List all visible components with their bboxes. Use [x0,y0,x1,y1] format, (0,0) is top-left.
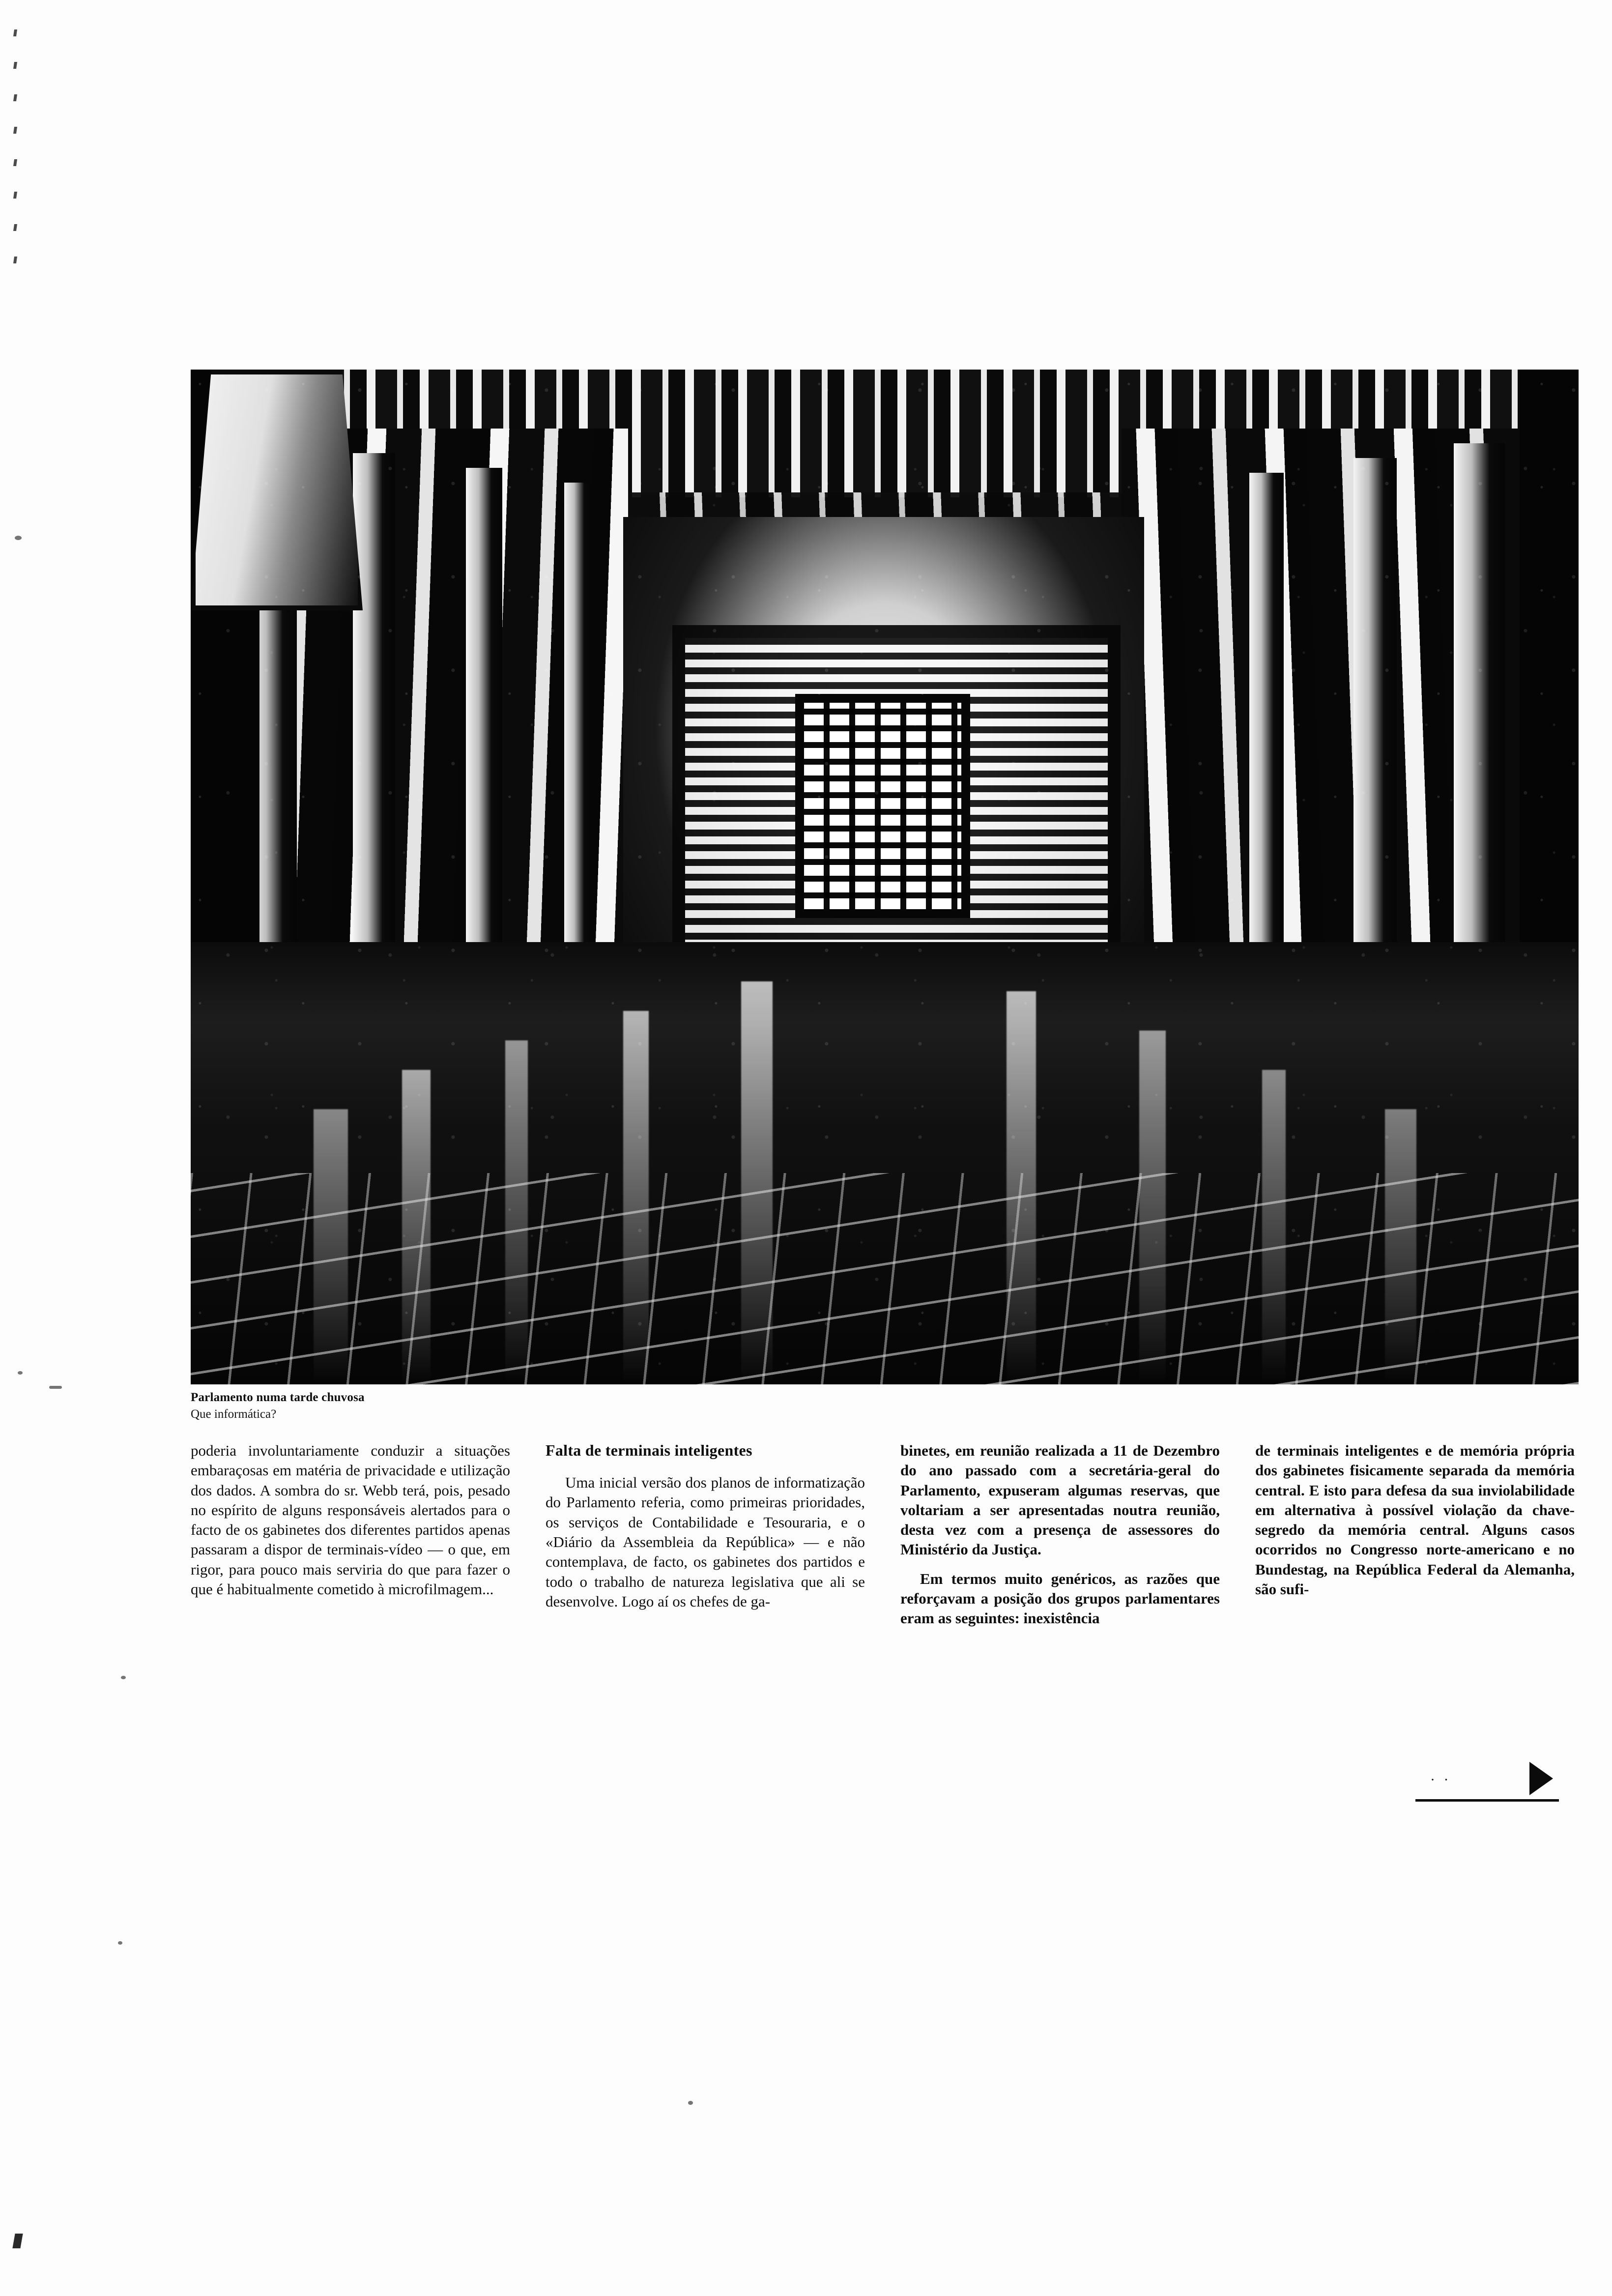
caption-line-1: Parlamento numa tarde chuvosa [191,1391,365,1404]
paragraph: Em termos muito genéricos, as razões que reforçavam a posição dos grupos parlamentares eram as seguintes: inexistência [900,1570,1220,1627]
article-column-3 [900,1441,1220,1629]
article-column-1 [191,1441,510,1629]
photo-caption [191,1390,633,1423]
continuation-rule [1415,1799,1559,1802]
article-column-4 [1255,1441,1575,1629]
scan-speck [15,536,22,540]
continuation-dots: · · [1430,1772,1451,1788]
article-photo [191,370,1579,1384]
photo-image [191,370,1579,1384]
scan-speck [18,1371,23,1375]
scan-edge-mark [12,2234,23,2248]
paragraph: poderia involuntariamente conduzir a situações embaraçosas em matéria de privacidade e utilização dos dados. A sombra do sr. Webb terá, pois, pesado no espírito de alguns responsáveis alertados para o facto de os gabinetes dos diferentes partidos apenas passaram a dispor de terminais-vídeo — o que, em rigor, para pouco mais serviria do que para fazer o que é habitualmente cometido à microfilmagem... [191,1442,510,1598]
scan-edge-ticks [14,29,29,521]
scan-speck [121,1676,126,1679]
arrow-right-icon [1529,1762,1553,1795]
article-column-2 [546,1441,865,1629]
photo-halftone-grain [191,370,1579,1384]
scan-speck [49,1386,62,1389]
paragraph: de terminais inteligentes e de memória própria dos gabinetes fisicamente separada da memória central. E isto para defesa da sua inviolabilidade em alternativa à possível violação da chave-segredo da memória central. Alguns casos ocorridos no Congresso norte-americano e no Bundestag, na República Federal da Alemanha, são sufi- [1255,1442,1575,1598]
paragraph: binetes, em reunião realizada a 11 de Dezembro do ano passado com a secretária-geral do Parlamento, expuseram algumas reservas, que voltariam a ser apresentadas noutra reunião, desta vez com a presença de assessores do Ministério da Justiça. [900,1442,1220,1558]
caption-line-2: Que informática? [191,1407,277,1421]
section-subheading: Falta de terminais inteligentes [546,1441,752,1459]
scan-speck [688,2101,693,2105]
continuation-marker [1415,1762,1563,1816]
article-body [191,1441,1582,1629]
paragraph: Uma inicial versão dos planos de informatização do Parlamento referia, como primeiras prioridades, os serviços de Contabilidade e Tesouraria, e o «Diário da Assembleia da República» — e não contemplava, de facto, os gabinetes dos partidos e todo o trabalho de natureza legislativa que ali se desenvolve. Logo aí os chefes de ga- [546,1474,865,1610]
scan-speck [118,1941,122,1945]
